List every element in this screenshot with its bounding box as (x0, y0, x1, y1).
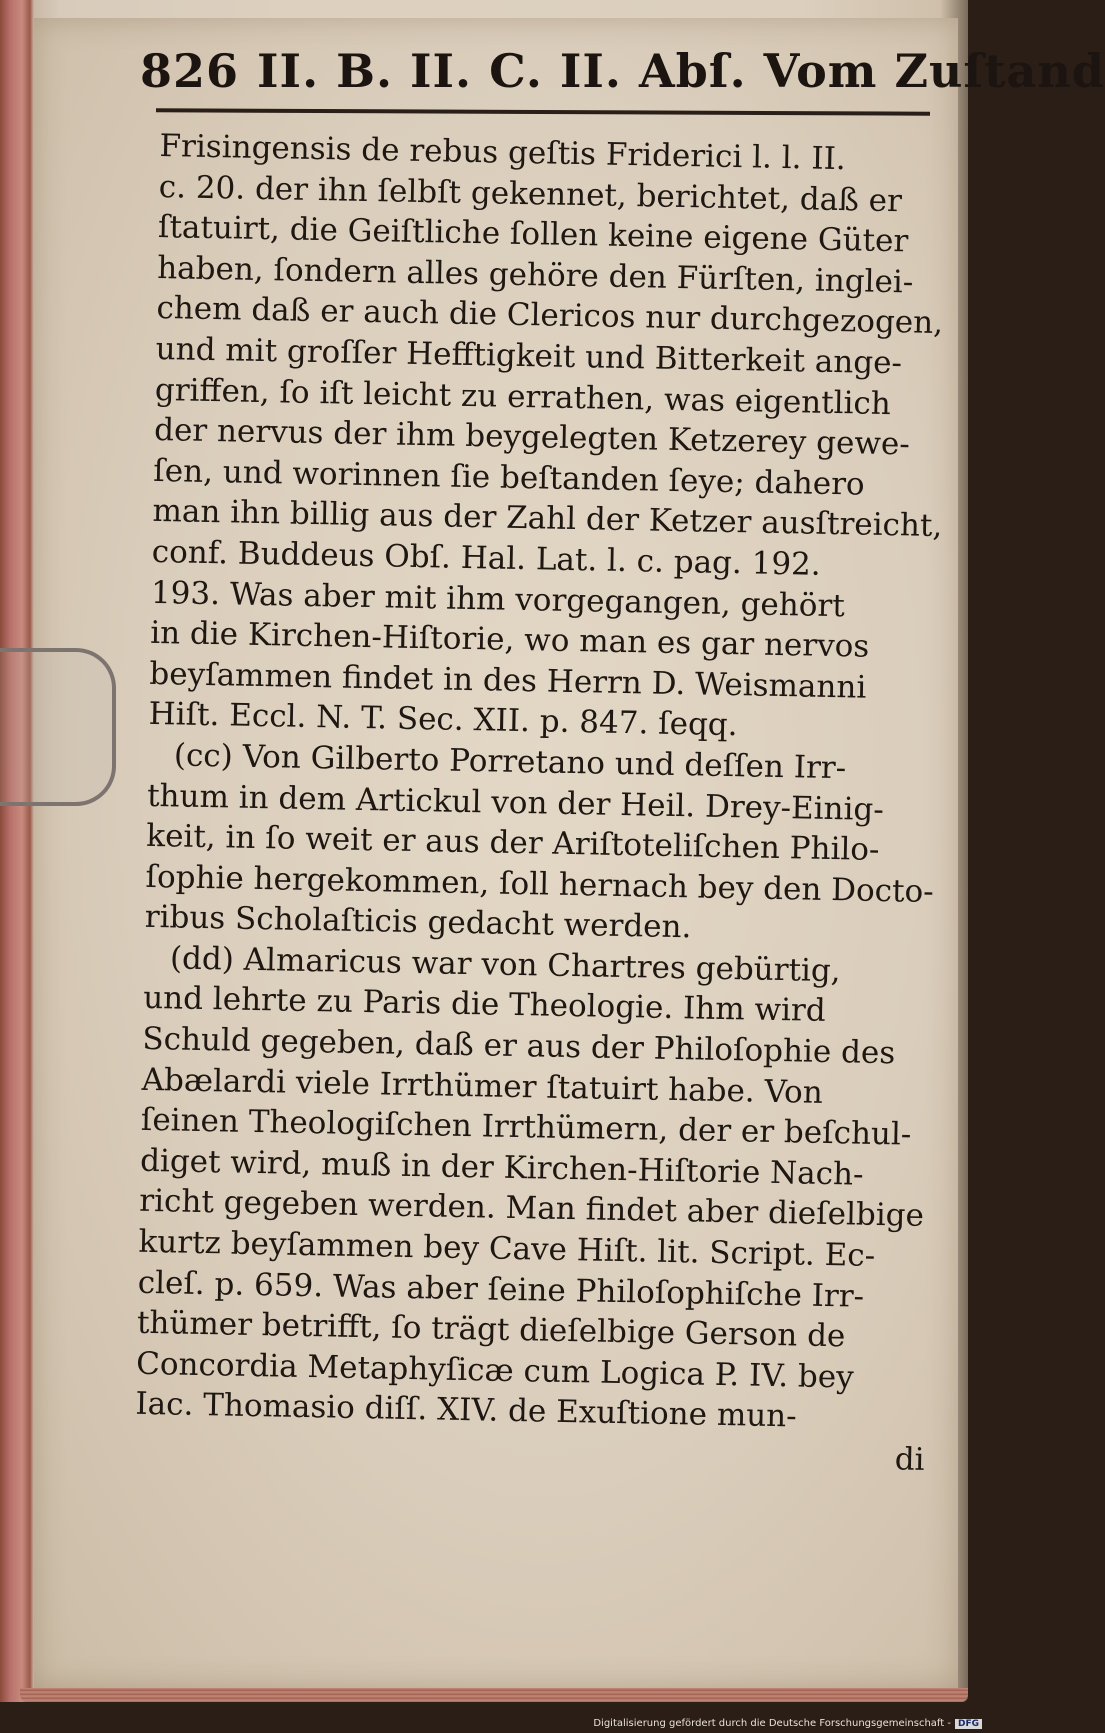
digitization-credit (593, 1718, 982, 1729)
text-line: kurtz beyſammen bey Cave Hiſt. lit. Script. Ec- (138, 1223, 876, 1274)
text-line: c. 20. der ihn ſelbſt gekennet, berichtet, daß er (158, 168, 903, 219)
page-edges (20, 1688, 968, 1702)
text-line: thum in dem Artickul von der Heil. Drey-Einig- (146, 777, 885, 828)
text-line: Concordia Metaphyſicæ cum Logica P. IV. bey (135, 1345, 855, 1396)
text-line: richt gegeben werden. Man findet aber dieſelbige (139, 1183, 925, 1235)
text-line: ſeinen Theologiſchen Irrthümern, der er beſchul- (140, 1102, 912, 1153)
text-line: ſtatuirt, die Geiſtliche ſollen keine eigene Güter (157, 209, 909, 260)
text-line: (cc) Von Gilberto Porretano und deſſen Irr- (173, 737, 847, 787)
running-title: II. B. II. C. II. Abſ. Vom Zuſtand (257, 44, 1105, 98)
text-line: der nervus der ihm beygelegten Ketzerey gewe- (153, 412, 911, 463)
page-clasp (0, 648, 116, 806)
text-line: thümer betrifft, ſo trägt dieſelbige Gerson de (136, 1305, 846, 1355)
text-line: und lehrte zu Paris die Theologie. Ihm wird (142, 980, 826, 1030)
text-line: 193. Was aber mit ihm vorgegangen, gehört (150, 574, 846, 624)
text-line: Iac. Thomasio diſſ. XIV. de Exuſtione mun- (135, 1386, 798, 1435)
running-header (140, 44, 1105, 110)
text-line: Schuld gegeben, daß er aus der Philoſophie des (142, 1020, 896, 1072)
text-line: und mit groſſer Hefftigkeit und Bitterkeit ange- (155, 330, 903, 382)
text-line: (dd) Almaricus war von Chartres gebürtig, (169, 940, 841, 990)
text-line: haben, ſondern alles gehöre den Fürſten, inglei- (156, 249, 914, 301)
body-text (134, 126, 950, 1481)
text-line: in die Kirchen-Hiſtorie, wo man es gar nervos (149, 615, 870, 665)
text-line: Abælardi viele Irrthümer ſtatuirt habe. Von (141, 1061, 824, 1111)
text-line: ſen, und worinnen ſie beſtanden ſeye; dahero (153, 452, 866, 503)
footer-text: Digitalisierung gefördert durch die Deutsche Forschungsgemeinschaft - (593, 1718, 951, 1729)
text-line: chem daß er auch die Clericos nur durchgezogen, (156, 290, 944, 342)
text-line: man ihn billig aus der Zahl der Ketzer ausſtreicht, (152, 493, 943, 545)
text-line: conf. Buddeus Obſ. Hal. Lat. l. c. pag. 192. (151, 533, 822, 583)
text-line: beyſammen findet in des Herrn D. Weismanni (149, 655, 867, 706)
text-line: ſophie hergekommen, ſoll hernach bey den Docto- (145, 858, 935, 910)
text-line: diget wird, muß in der Kirchen-Hiſtorie Nach- (139, 1142, 864, 1193)
text-line: Hiſt. Eccl. N. T. Sec. XII. p. 847. ſeqq. (148, 696, 738, 744)
dfg-logo: DFG (955, 1719, 982, 1729)
text-line: ribus Scholaſticis gedacht werden. (144, 899, 692, 946)
page-number: 826 (140, 44, 240, 98)
text-line: Frisingensis de rebus geſtis Friderici l. l. II. (159, 127, 847, 178)
text-line: keit, in ſo weit er aus der Ariſtoteliſchen Philo- (146, 817, 880, 869)
text-line: cleſ. p. 659. Was aber ſeine Philoſophiſche Irr- (137, 1264, 865, 1315)
text-line: griffen, ſo iſt leicht zu errathen, was eigentlich (154, 371, 892, 422)
catchword: di (894, 1441, 925, 1478)
